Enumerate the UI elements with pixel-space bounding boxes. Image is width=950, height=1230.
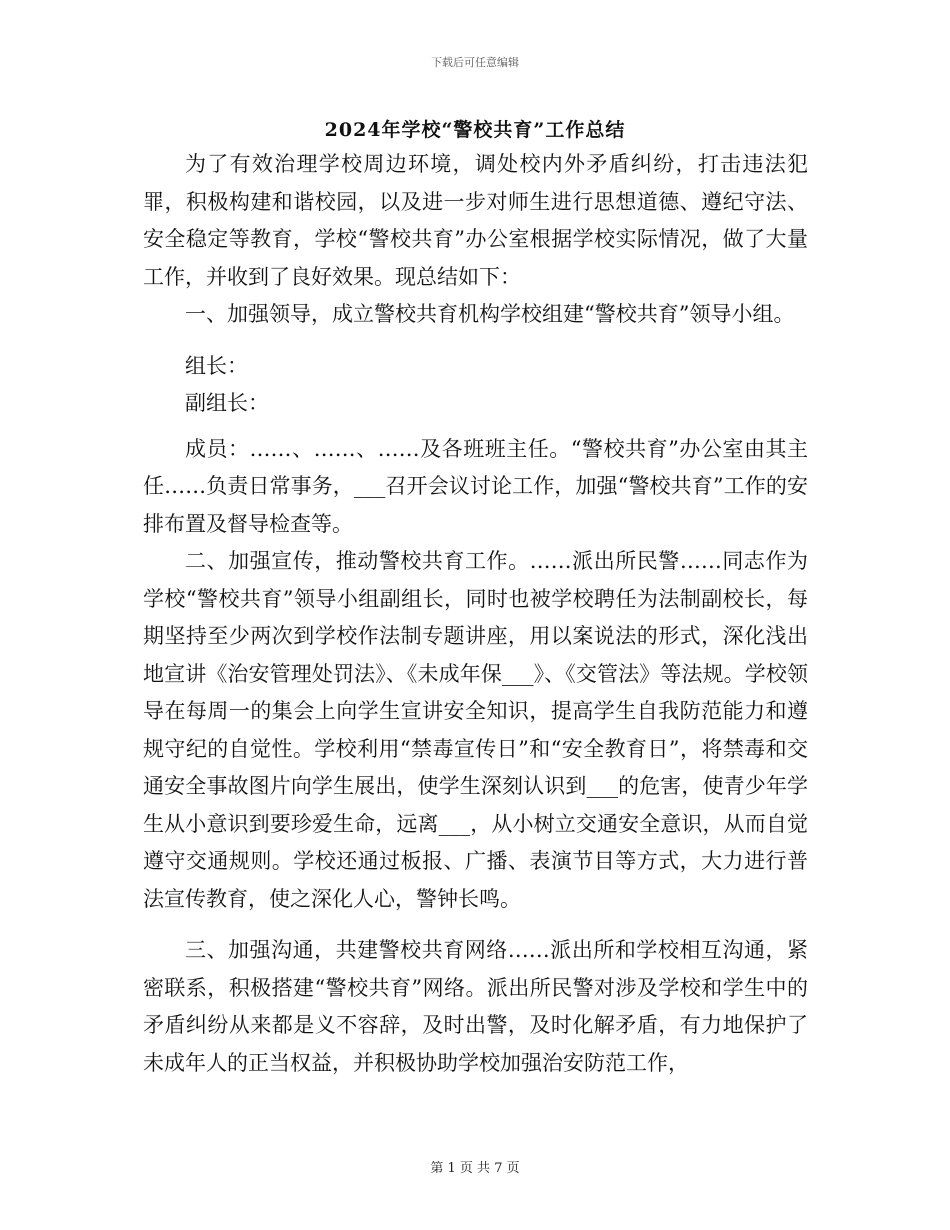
paragraph-section-three: 三、加强沟通，共建警校共育网络……派出所和学校相互沟通，紧密联系，积极搭建“警校共育”网络。派出所民警对涉及学校和学生中的矛盾纠纷从来都是义不容辞，及时出警，及时化解矛盾，有力地保护了未成年人的正当权益，并积极协助学校加强治安防范工作， <box>143 938 808 1075</box>
document-title: 2024年学校“警校共育”工作总结 <box>324 119 626 141</box>
paragraph-group-leader: 组长： <box>185 353 248 378</box>
page-header-note: 下载后可任意编辑 <box>431 56 519 69</box>
paragraph-deputy-leader: 副组长： <box>185 391 269 415</box>
paragraph-section-one-heading: 一、加强领导，成立警校共育机构学校组建“警校共育”领导小组。 <box>185 302 795 326</box>
paragraph-members: 成员：……、……、……及各班班主任。“警校共育”办公室由其主任……负责日常事务，___召开会议讨论工作，加强“警校共育”工作的安排布置及督导检查等。 <box>143 436 808 536</box>
page-number-indicator: 第 1 页 共 7 页 <box>430 1161 520 1176</box>
paragraph-section-two: 二、加强宣传，推动警校共育工作。……派出所民警……同志作为学校“警校共育”领导小组副组长，同时也被学校聘任为法制副校长，每期坚持至少两次到学校作法制专题讲座，用以案说法的形式，深化浅出地宣讲《治安管理处罚法》、《未成年保___》、《交管法》等法规。学校领导在每周一的集会上向学生宣讲安全知识，提高学生自我防范能力和遵规守纪的自觉性。学校利用“禁毒宣传日”和“安全教育日”，将禁毒和交通安全事故图片向学生展出，使学生深刻认识到___的危害，使青少年学生从小意识到要珍爱生命，远离___，从小树立交通安全意识，从而自觉遵守交通规则。学校还通过板报、广播、表演节目等方式，大力进行普法宣传教育，使之深化人心，警钟长鸣。 <box>143 549 808 911</box>
paragraph-intro: 为了有效治理学校周边环境，调处校内外矛盾纠纷，打击违法犯罪，积极构建和谐校园，以及进一步对师生进行思想道德、遵纪守法、安全稳定等教育，学校“警校共育”办公室根据学校实际情况，做了大量工作，并收到了良好效果。现总结如下： <box>143 152 808 289</box>
document-body <box>143 146 808 1082</box>
